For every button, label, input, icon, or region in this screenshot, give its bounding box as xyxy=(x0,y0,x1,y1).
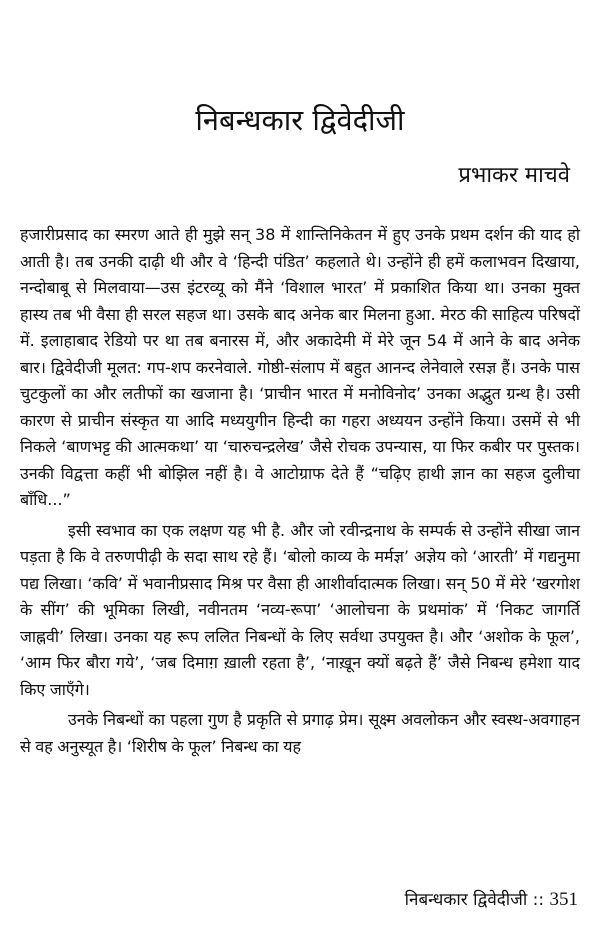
running-title: निबन्धकार द्विवेदीजी :: xyxy=(404,890,545,910)
page-title: निबन्धकार द्विवेदीजी xyxy=(195,103,405,137)
page-footer xyxy=(405,886,578,914)
article-body xyxy=(20,222,580,760)
author-name: प्रभाकर माचवे xyxy=(458,163,570,188)
page-number: 351 xyxy=(549,889,578,910)
paragraph-3: उनके निबन्धों का पहला गुण है प्रकृति से प्रगाढ़ प्रेम। सूक्ष्म अवलोकन और स्वस्थ-अवगाहन से वह अनुस्यूत है। ‘शिरीष के फूल’ निबन्ध का यह xyxy=(20,710,580,756)
paragraph-2: इसी स्वभाव का एक लक्षण यह भी है. और जो रवीन्द्रनाथ के सम्पर्क से उन्होंने सीखा जान पड़ता है कि वे तरुणपीढ़ी के सदा साथ रहे हैं। ‘बोलो काव्य के मर्मज्ञ’ अज्ञेय को ‘आरती’ में गद्यनुमा पद्य लिखा। ‘कवि’ में भवानीप्रसाद मिश्र पर वैसा ही आशीर्वादात्मक लिखा। सन् 50 में मेरे ‘खरगोश के सींग’ की भूमिका लिखी, नवीनतम ‘नव्य-रूपा’ ‘आलोचना के प्रथमांक’ में ‘निकट जागर्ति जाह्नवी’ लिखा। उनका यह रूप ललित निबन्धों के लिए सर्वथा उपयुक्त है। और ‘अशोक के फूल’, ‘आम फिर बौरा गये’, ‘जब दिमाग़ ख़ाली रहता है’, ‘नाख़ून क्यों बढ़ते हैं’ जैसे निबन्ध हमेशा याद किए जाएँगे। xyxy=(20,520,580,699)
paragraph-1: हजारीप्रसाद का स्मरण आते ही मुझे सन् 38 में शान्तिनिकेतन में हुए उनके प्रथम दर्शन की याद हो आती है। तब उनकी दाढ़ी थी और वे ‘हिन्दी पंडित’ कहलाते थे। उन्होंने ही हमें कलाभवन दिखाया, नन्दोबाबू से मिलवाया—उस इंटरव्यू को मैंने ‘विशाल भारत’ में प्रकाशित किया था। उनका मुक्त हास्य तब भी वैसा ही सरल सहज था। उसके बाद अनेक बार मिलना हुआ. मेरठ की साहित्य परिषदों में. इलाहाबाद रेडियो पर था तब बनारस में, और अकादेमी में मेरे जून 54 में आने के बाद अनेक बार। द्विवेदीजी मूलत: गप-शप करनेवाले. गोष्ठी-संलाप में बहुत आनन्द लेनेवाले रसज्ञ हैं। उनके पास चुटकुलों का और लतीफों का खजाना है। ‘प्राचीन भारत में मनोविनोद’ उनका अद्भुत ग्रन्थ है। उसी कारण से प्राचीन संस्कृत या आदि मध्ययुगीन हिन्दी का गहरा अध्ययन उन्होंने किया। उसमें से भी निकले ‘बाणभट्ट की आत्मकथा’ या ‘चारुचन्द्रलेख’ जैसे रोचक उपन्यास, या फिर कबीर पर पुस्तक। उनकी विद्वत्ता कहीं भी बोझिल नहीं है। वे आटोग्राफ देते हैं “चढ़िए हाथी ज्ञान का सहज दुलीचा बाँधि...” xyxy=(20,225,580,509)
